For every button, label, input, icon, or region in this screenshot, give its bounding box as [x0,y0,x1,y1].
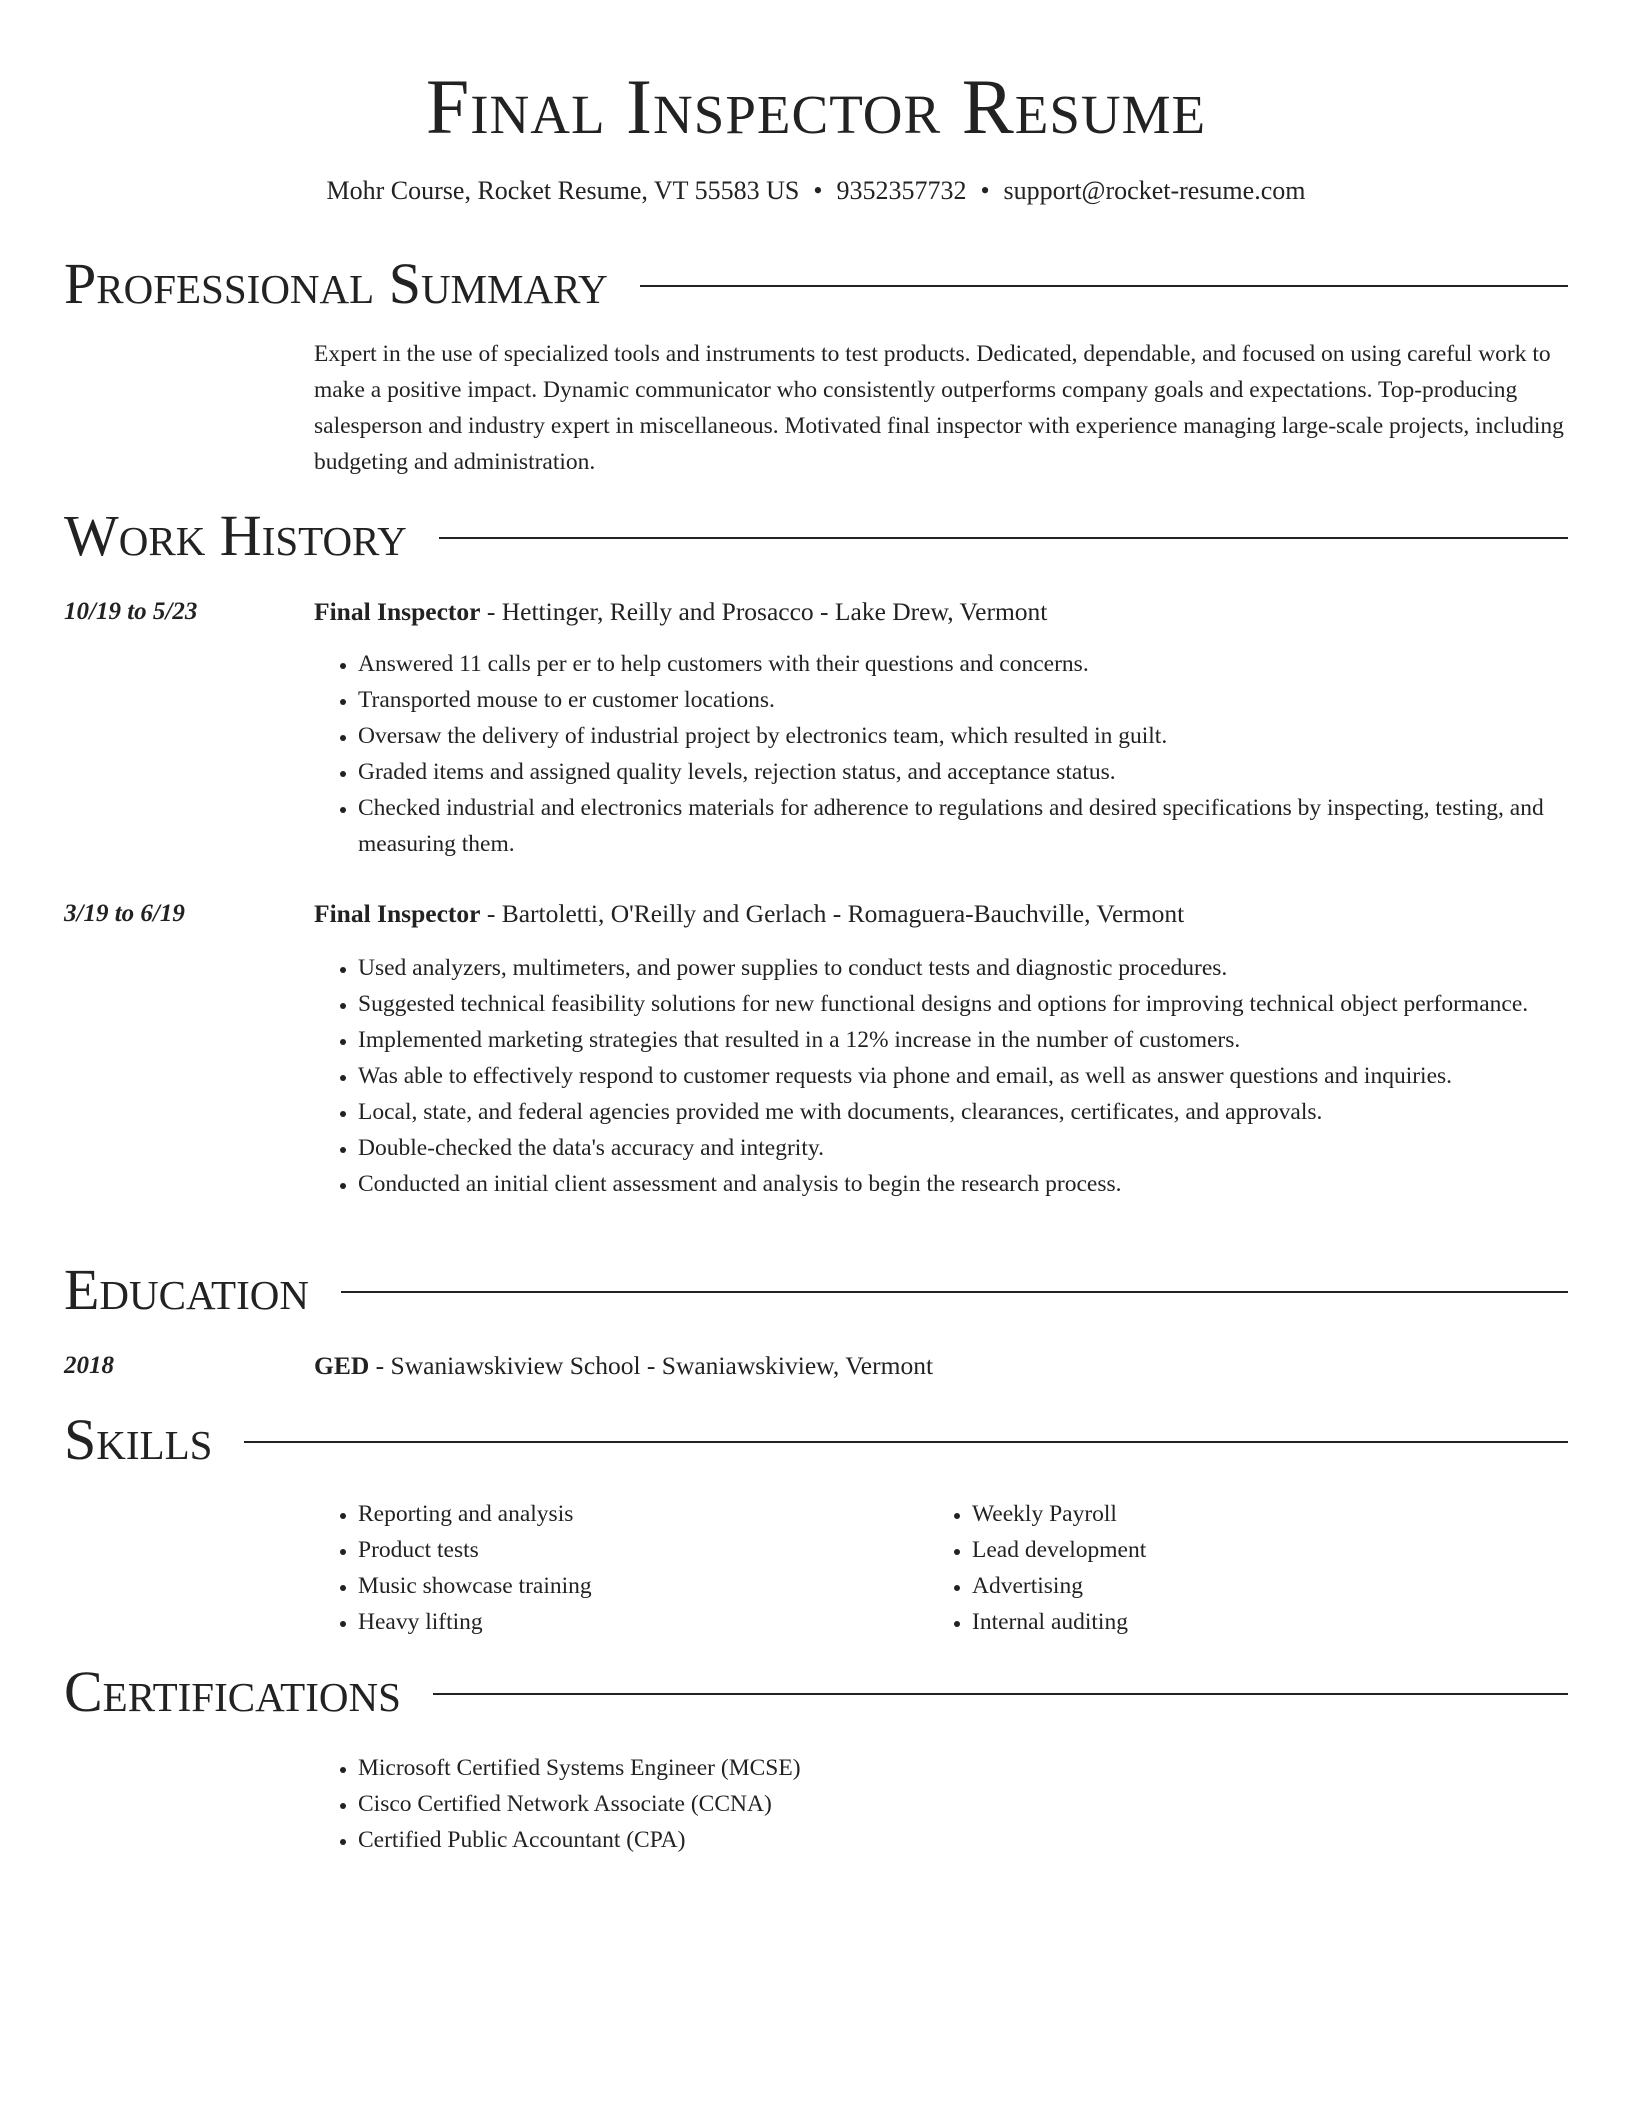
section-heading-summary [64,252,1568,316]
skills-list-right [928,1496,1528,1640]
list-item: • Product tests [358,1532,914,1568]
section-title: Certifications [64,1659,401,1724]
section-heading-certifications [64,1660,1568,1724]
job-title: Final Inspector [314,597,481,626]
list-item: • Internal auditing [972,1604,1528,1640]
section-heading-skills [64,1408,1568,1472]
list-item: • Suggested technical feasibility solutions for new functional designs and options for improving technical object performance. [358,986,1570,1022]
contact-line [0,175,1632,207]
list-item: • Answered 11 calls per er to help customers with their questions and concerns. [358,646,1570,682]
education-year: 2018 [64,1352,114,1379]
job-bullets [314,646,1570,862]
section-divider [433,1693,1568,1695]
section-divider [341,1291,1568,1293]
summary-text: Expert in the use of specialized tools and instruments to test products. Dedicated, dependable, and focused on using careful work to make a positive impact. Dynamic communicator who consistently outperforms company goals and expectations. Top-producing salesperson and industry expert in miscellaneous. Motivated final inspector with experience managing large-scale projects, including budgeting and administration. [314,341,1564,475]
skills-list-left [314,1496,914,1640]
list-item: • Music showcase training [358,1568,914,1604]
list-item: • Advertising [972,1568,1528,1604]
list-item: • Lead development [972,1532,1528,1568]
list-item: • Transported mouse to er customer locations. [358,682,1570,718]
list-item: • Used analyzers, multimeters, and power supplies to conduct tests and diagnostic procedures. [358,950,1570,986]
contact-separator: • [980,176,990,205]
education-entry [314,1348,1570,1384]
list-item: • Double-checked the data's accuracy and integrity. [358,1130,1570,1166]
contact-email: support@rocket-resume.com [1003,176,1306,205]
list-item: • Graded items and assigned quality levels, rejection status, and acceptance status. [358,754,1570,790]
education-degree: GED [314,1351,370,1380]
list-item: • Reporting and analysis [358,1496,914,1532]
section-title: Education [64,1257,309,1322]
section-divider [439,537,1568,539]
list-item: • Implemented marketing strategies that resulted in a 12% increase in the number of customers. [358,1022,1570,1058]
section-heading-education [64,1258,1568,1322]
list-item: • Checked industrial and electronics materials for adherence to regulations and desired specifications by inspecting, testing, and measuring them. [358,790,1570,862]
job-employer: - Hettinger, Reilly and Prosacco - Lake Drew, Vermont [480,597,1048,626]
section-title: Work History [64,503,407,568]
list-item: • Oversaw the delivery of industrial project by electronics team, which resulted in guilt. [358,718,1570,754]
list-item: • Weekly Payroll [972,1496,1528,1532]
section-divider [640,285,1568,287]
contact-address: Mohr Course, Rocket Resume, VT 55583 US [326,176,800,205]
list-item: • Cisco Certified Network Associate (CCNA) [358,1786,1570,1822]
list-item: • Local, state, and federal agencies provided me with documents, clearances, certificates, and approvals. [358,1094,1570,1130]
contact-phone: 9352357732 [836,176,967,205]
job-title: Final Inspector [314,899,481,928]
list-item: • Conducted an initial client assessment and analysis to begin the research process. [358,1166,1570,1202]
section-title: Professional Summary [64,251,608,316]
section-title: Skills [64,1407,213,1472]
job-heading [314,896,1570,932]
certifications-list [314,1750,1570,1858]
contact-separator: • [813,176,823,205]
section-heading-work-history [64,504,1568,568]
list-item: • Microsoft Certified Systems Engineer (MCSE) [358,1750,1570,1786]
job-dates: 10/19 to 5/23 [64,598,198,625]
list-item: • Was able to effectively respond to customer requests via phone and email, as well as answer questions and inquiries. [358,1058,1570,1094]
section-divider [244,1441,1568,1443]
list-item: • Heavy lifting [358,1604,914,1640]
job-dates: 3/19 to 6/19 [64,900,185,927]
list-item: • Certified Public Accountant (CPA) [358,1822,1570,1858]
education-school: - Swaniawskiview School - Swaniawskiview, Vermont [369,1351,934,1380]
job-employer: - Bartoletti, O'Reilly and Gerlach - Romaguera-Bauchville, Vermont [480,899,1185,928]
job-heading [314,594,1570,630]
resume-title: Final Inspector Resume [425,63,1207,150]
job-bullets [314,950,1570,1202]
